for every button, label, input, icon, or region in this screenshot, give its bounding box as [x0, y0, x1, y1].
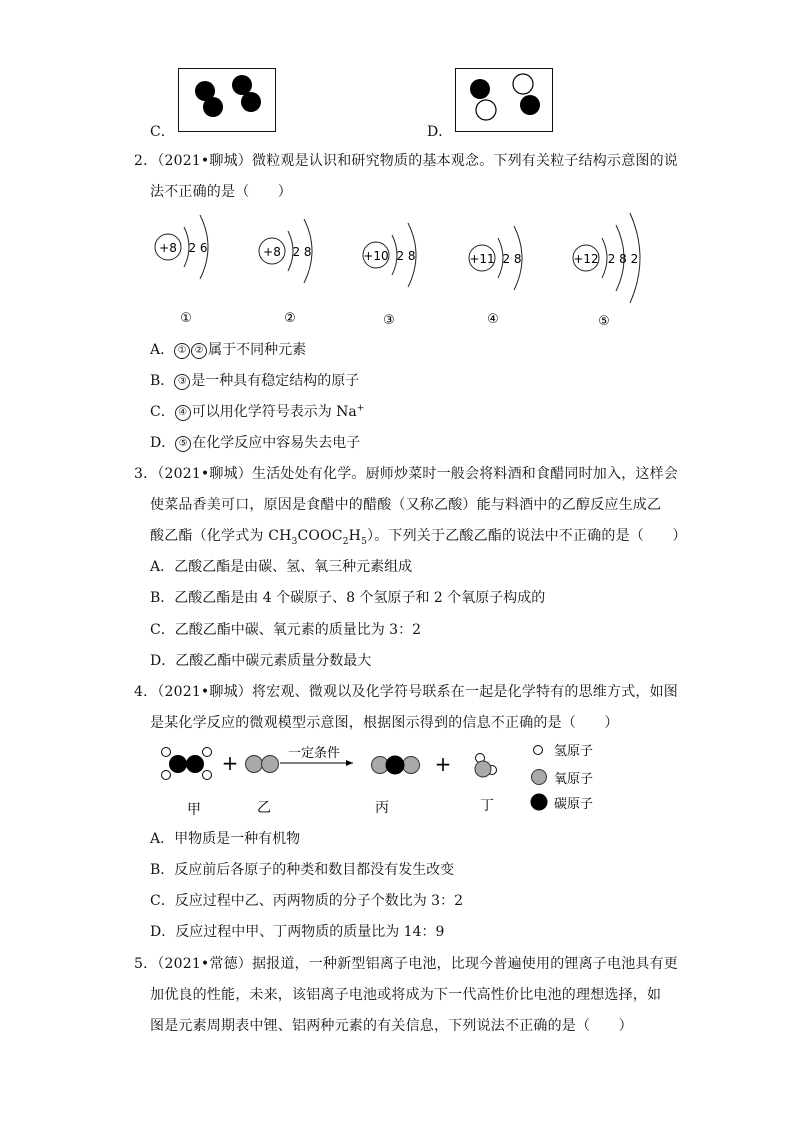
q4-option-a[interactable]: A．甲物质是一种有机物: [150, 831, 301, 847]
q2-option-a[interactable]: [150, 339, 306, 359]
option-d-label: D．: [427, 124, 453, 140]
q5-stem-line2: 加优良的性能，未来，该铝离子电池或将成为下一代高性价比电池的理想选择，如: [150, 987, 662, 1003]
q2-option-a-ref2: ②: [191, 343, 207, 359]
structure-4-nucleus: +11: [469, 252, 495, 266]
name-ding: 丁: [480, 798, 494, 814]
plus-sign-2: +: [434, 752, 452, 776]
q2-option-d-prefix: D．: [150, 435, 176, 451]
structure-1-nucleus: +8: [159, 241, 177, 255]
q2-option-c[interactable]: [150, 401, 364, 421]
q3-sub-2: 2: [342, 536, 349, 547]
q3-sub-3: 5: [361, 536, 367, 547]
legend-oxygen: 氧原子: [554, 772, 594, 787]
q3-line3-mid: COOC: [297, 528, 343, 544]
q5-stem-line1: 5．（2021•常德）据报道，一种新型铝离子电池，比现今普遍使用的锂离子电池具有更: [134, 956, 678, 972]
legend-hydrogen: 氢原子: [554, 744, 594, 759]
molecule-ding: [475, 754, 497, 778]
molecule-bing: [372, 756, 420, 775]
q3-sub-1: 3: [291, 536, 298, 547]
q2-option-b-ref: ③: [174, 374, 190, 390]
q3-stem-line1: 3．（2021•聊城）生活处处有化学。厨师炒菜时一般会将料酒和食醋同时加入，这样会: [134, 466, 678, 482]
option-d-molecules: [456, 69, 552, 131]
q4-stem-line2: 是某化学反应的微观模型示意图，根据图示得到的信息不正确的是（ ）: [150, 715, 619, 731]
structure-3-electrons: 2 8: [396, 249, 416, 263]
q2-option-c-prefix: C．: [150, 404, 175, 420]
option-c-label: C．: [150, 124, 175, 140]
plus-sign-1: +: [221, 751, 239, 775]
q3-option-c[interactable]: C．乙酸乙酯中碳、氧元素的质量比为 3：2: [150, 622, 421, 638]
q3-option-a[interactable]: A．乙酸乙酯是由碳、氢、氧三种元素组成: [150, 559, 413, 575]
q3-line3-h: H: [348, 528, 362, 544]
name-jia: 甲: [187, 802, 201, 818]
q2-option-b[interactable]: [150, 370, 359, 390]
q2-option-d-text: 在化学反应中容易失去电子: [192, 435, 361, 451]
reaction-condition: 一定条件: [287, 746, 341, 761]
q4-option-b[interactable]: B．反应前后各原子的种类和数目都没有发生改变: [150, 862, 455, 878]
structure-4-electrons: 2 8: [502, 252, 522, 266]
structure-1-electrons: 2 6: [188, 241, 208, 255]
arrow-head: [346, 760, 353, 766]
structure-2-nucleus: +8: [263, 245, 281, 259]
q2-option-d[interactable]: [150, 432, 360, 452]
q4-stem-line1: 4．（2021•聊城）将宏观、微观以及化学符号联系在一起是化学特有的思维方式，如图: [134, 684, 678, 700]
name-yi: 乙: [257, 800, 271, 816]
q2-option-c-text: 可以用化学符号表示为 Na: [191, 404, 357, 420]
q2-stem-line2: 法不正确的是（ ）: [150, 184, 292, 200]
q4-option-c[interactable]: C．反应过程中乙、丙两物质的分子个数比为 3：2: [150, 893, 463, 909]
structure-3-label: ③: [383, 313, 395, 328]
structure-5-electrons: 2 8 2: [607, 252, 639, 266]
name-bing: 丙: [375, 800, 389, 816]
structure-4: [469, 226, 522, 327]
q2-option-b-text: 是一种具有稳定结构的原子: [191, 373, 360, 389]
q2-option-b-prefix: B．: [150, 373, 175, 389]
q5-stem-line3: 图是元素周期表中锂、铝两种元素的有关信息，下列说法不正确的是（ ）: [150, 1018, 633, 1034]
q3-stem-line2: 使菜品香美可口，原因是食醋中的醋酸（又称乙酸）能与料酒中的乙醇反应生成乙: [150, 497, 662, 513]
legend-carbon: 碳原子: [554, 797, 594, 812]
structure-5-label: ⑤: [598, 314, 610, 329]
q2-option-d-ref: ⑤: [175, 436, 191, 452]
option-c-molecules: [179, 69, 275, 131]
structure-5: [573, 213, 640, 329]
q3-line3-pre: 酸乙酯（化学式为 CH: [150, 528, 292, 544]
structure-1-label: ①: [180, 311, 192, 326]
structure-2-label: ②: [284, 311, 296, 326]
molecule-jia: [162, 748, 212, 780]
structure-3: [363, 223, 416, 328]
structure-2-electrons: 2 8: [292, 245, 312, 259]
option-d-box: [455, 68, 553, 132]
q2-structure-diagram: [140, 205, 660, 330]
q3-option-d[interactable]: D．乙酸乙酯中碳元素质量分数最大: [150, 653, 372, 669]
structure-4-label: ④: [487, 312, 499, 327]
q4-reaction-diagram: [150, 738, 620, 820]
q2-option-a-ref1: ①: [174, 343, 190, 359]
q3-line3-post: ）。下列关于乙酸乙酯的说法中不正确的是（ ）: [367, 528, 687, 544]
molecule-yi: [246, 756, 279, 773]
q2-option-c-charge: +: [356, 403, 365, 414]
q2-stem-line1: 2．（2021•聊城）微粒观是认识和研究物质的基本观念。下列有关粒子结构示意图的说: [134, 153, 678, 169]
q4-option-d[interactable]: D．反应过程中甲、丁两物质的质量比为 14：9: [150, 924, 445, 940]
q2-option-c-ref: ④: [175, 405, 191, 421]
legend: [531, 744, 594, 812]
structure-1: [155, 215, 208, 326]
q3-option-b[interactable]: B．乙酸乙酯是由 4 个碳原子、8 个氢原子和 2 个氧原子构成的: [150, 590, 546, 606]
q3-stem-line3: [150, 525, 687, 547]
structure-5-nucleus: +12: [573, 252, 599, 266]
q2-option-a-text: 属于不同种元素: [208, 342, 307, 358]
structure-2: [259, 219, 312, 326]
option-c-box: [178, 68, 276, 132]
structure-3-nucleus: +10: [363, 249, 389, 263]
q2-option-a-prefix: A．: [150, 342, 175, 358]
